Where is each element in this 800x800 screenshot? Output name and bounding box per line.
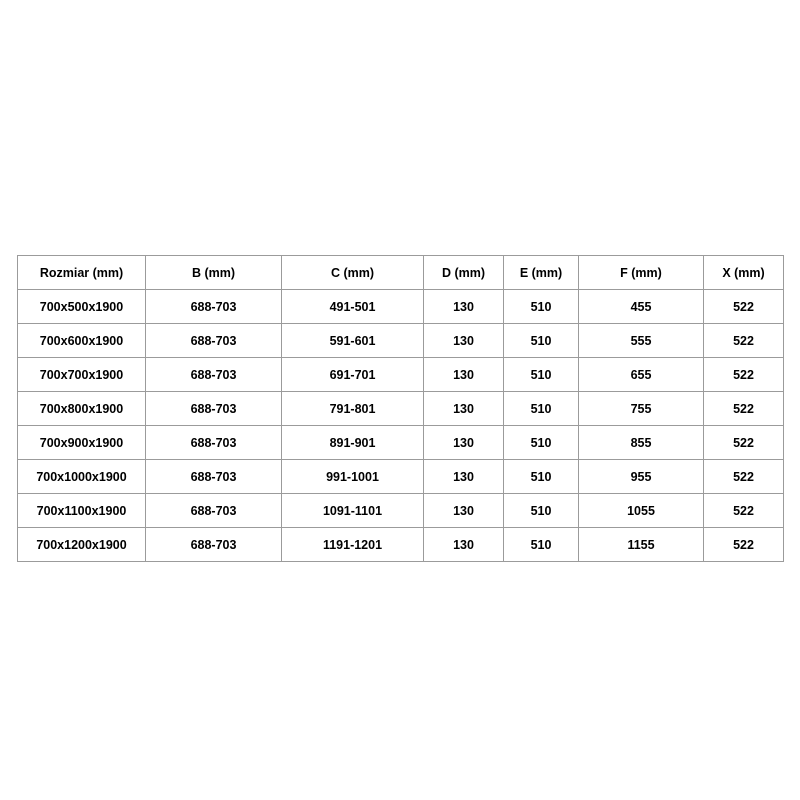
- cell-b: 688-703: [146, 290, 282, 324]
- cell-rozmiar: 700x1200x1900: [18, 528, 146, 562]
- cell-c: 1191-1201: [282, 528, 424, 562]
- table-row: [18, 528, 784, 562]
- cell-d: 130: [424, 460, 504, 494]
- cell-f: 1155: [579, 528, 704, 562]
- cell-c: 791-801: [282, 392, 424, 426]
- cell-rozmiar: 700x1000x1900: [18, 460, 146, 494]
- cell-x: 522: [704, 358, 784, 392]
- cell-b: 688-703: [146, 324, 282, 358]
- cell-d: 130: [424, 290, 504, 324]
- cell-f: 855: [579, 426, 704, 460]
- cell-f: 755: [579, 392, 704, 426]
- column-header-d: D (mm): [424, 256, 504, 290]
- cell-rozmiar: 700x700x1900: [18, 358, 146, 392]
- specification-table: [17, 255, 784, 562]
- cell-e: 510: [504, 528, 579, 562]
- cell-e: 510: [504, 426, 579, 460]
- cell-rozmiar: 700x1100x1900: [18, 494, 146, 528]
- table-row: [18, 460, 784, 494]
- cell-c: 891-901: [282, 426, 424, 460]
- cell-e: 510: [504, 460, 579, 494]
- column-header-b: B (mm): [146, 256, 282, 290]
- cell-c: 691-701: [282, 358, 424, 392]
- table-row: [18, 358, 784, 392]
- cell-x: 522: [704, 494, 784, 528]
- cell-b: 688-703: [146, 358, 282, 392]
- cell-x: 522: [704, 290, 784, 324]
- cell-x: 522: [704, 426, 784, 460]
- table-row: [18, 324, 784, 358]
- cell-d: 130: [424, 528, 504, 562]
- cell-x: 522: [704, 392, 784, 426]
- cell-b: 688-703: [146, 528, 282, 562]
- table-row: [18, 392, 784, 426]
- cell-x: 522: [704, 324, 784, 358]
- cell-f: 455: [579, 290, 704, 324]
- cell-rozmiar: 700x500x1900: [18, 290, 146, 324]
- column-header-f: F (mm): [579, 256, 704, 290]
- cell-rozmiar: 700x900x1900: [18, 426, 146, 460]
- column-header-e: E (mm): [504, 256, 579, 290]
- cell-c: 991-1001: [282, 460, 424, 494]
- cell-c: 491-501: [282, 290, 424, 324]
- cell-b: 688-703: [146, 426, 282, 460]
- table-header: [18, 256, 784, 290]
- cell-b: 688-703: [146, 494, 282, 528]
- column-header-x: X (mm): [704, 256, 784, 290]
- table-row: [18, 426, 784, 460]
- table-row: [18, 494, 784, 528]
- table-row: [18, 290, 784, 324]
- cell-e: 510: [504, 358, 579, 392]
- cell-f: 1055: [579, 494, 704, 528]
- cell-d: 130: [424, 494, 504, 528]
- cell-x: 522: [704, 460, 784, 494]
- cell-x: 522: [704, 528, 784, 562]
- cell-f: 655: [579, 358, 704, 392]
- cell-c: 591-601: [282, 324, 424, 358]
- cell-f: 955: [579, 460, 704, 494]
- cell-e: 510: [504, 494, 579, 528]
- table-header-row: [18, 256, 784, 290]
- cell-e: 510: [504, 290, 579, 324]
- column-header-rozmiar: Rozmiar (mm): [18, 256, 146, 290]
- cell-e: 510: [504, 392, 579, 426]
- cell-d: 130: [424, 392, 504, 426]
- cell-b: 688-703: [146, 392, 282, 426]
- specification-table-container: [17, 255, 783, 562]
- cell-rozmiar: 700x600x1900: [18, 324, 146, 358]
- cell-d: 130: [424, 426, 504, 460]
- cell-d: 130: [424, 324, 504, 358]
- table-body: [18, 290, 784, 562]
- cell-rozmiar: 700x800x1900: [18, 392, 146, 426]
- column-header-c: C (mm): [282, 256, 424, 290]
- cell-f: 555: [579, 324, 704, 358]
- cell-c: 1091-1101: [282, 494, 424, 528]
- cell-e: 510: [504, 324, 579, 358]
- cell-b: 688-703: [146, 460, 282, 494]
- cell-d: 130: [424, 358, 504, 392]
